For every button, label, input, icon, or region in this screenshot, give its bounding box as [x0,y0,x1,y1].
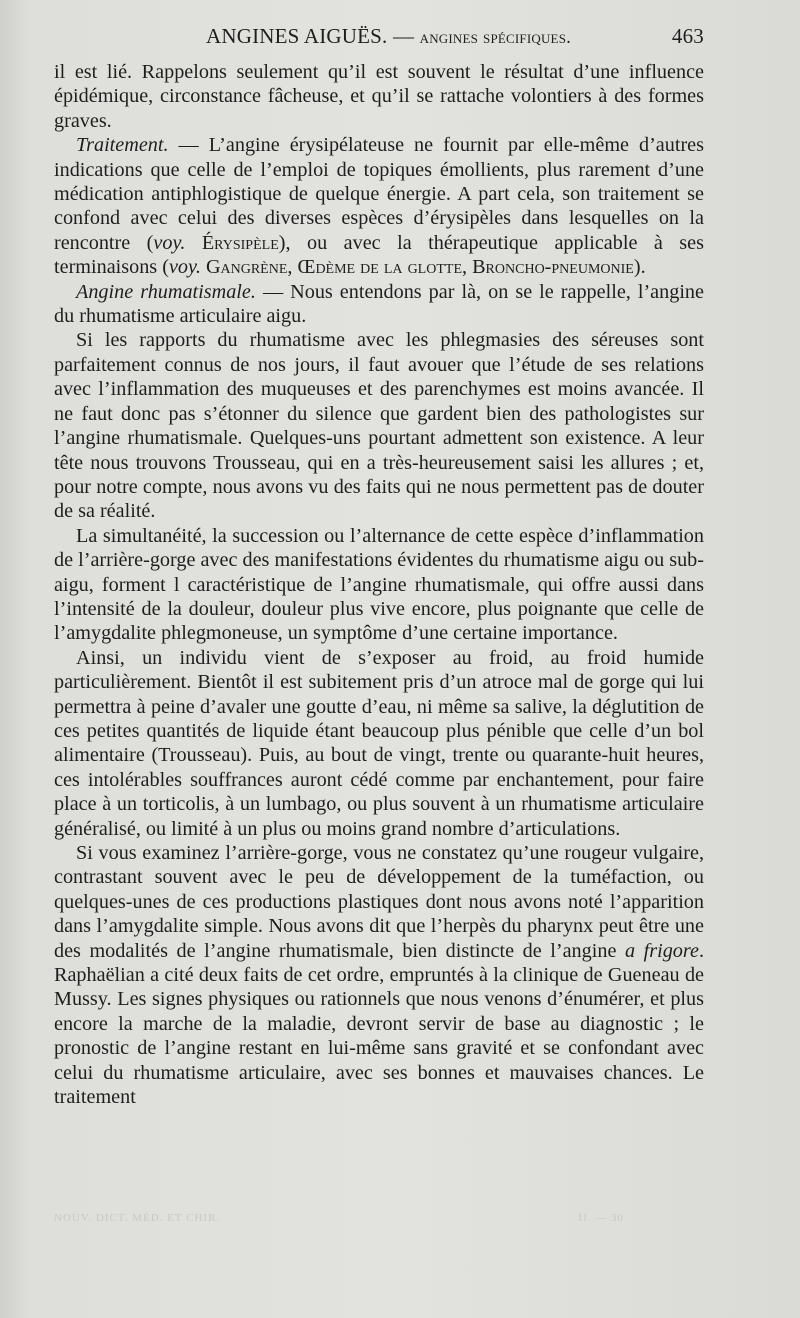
paragraph-angine-rhumatismale [54,280,704,329]
traitement-text-b: ), ou avec la thérapeutique applicable à ses terminaisons ( [54,231,704,279]
cross-ref-erysipele: Érysipèle [185,231,279,254]
angine-rhumatismale-heading: Angine rhumatismale. [76,280,256,303]
paragraph-examen [54,841,704,1109]
running-title-main: ANGINES AIGUËS. [206,24,388,48]
voy-ref-1: voy. [153,231,186,254]
running-title [206,24,571,49]
paragraph-ainsi: Ainsi, un individu vient de s’exposer au froid, au froid humide particulièrement. Bientôt il est subitement pris d’un atroce mal de gorge qui lui permettra à peine d’avaler une goutte d’eau, ni même sa salive, la déglutition de ces petites quantités de liquide étant beaucoup plus pénible que celle d’un bol alimentaire (Trousseau). Puis, au bout de vingt, trente ou quarante-huit heures, ces intolérables souffrances auront cédé comme par enchantement, pour faire place à un torticolis, à un lumbago, ou plus souvent à un rhumatisme articulaire généralisé, ou limité à un plus ou moins grand nombre d’articulations. [54,646,704,840]
page-body [54,60,704,1109]
running-title-sub: angines spécifiques. [419,27,572,48]
voy-ref-2: voy. [168,256,201,279]
paragraph-traitement [54,133,704,279]
cross-ref-terminaisons: Gangrène, Œdème de la glotte, Broncho-pneumonie [200,256,634,279]
running-title-separator: — [387,24,420,48]
traitement-heading: Traitement. [76,134,169,157]
traitement-text-a: — L’angine érysipélateuse ne fournit par elle-même d’autres indications que celle de l’emploi de topiques émollients, plus rarement d’une médication antiphlogistique de quelque énergie. A part cela, son traitement se confond avec celui des diverses espèces d’érysipèles dans lesquelles on la rencontre ( [54,134,704,254]
paragraph-rapports: Si les rapports du rhumatisme avec les phlegmasies des séreuses sont parfaitement connus de nos jours, il faut avouer que l’étude de ses relations avec l’inflammation des muqueuses et des parenchymes est moins avancée. Il ne faut donc pas s’étonner du silence que gardent bien des pathologistes sur l’angine rhumatismale. Quelques-uns pourtant admettent son existence. A leur tête nous trouvons Trousseau, qui en a très-heureusement saisi les allures ; et, pour notre compte, nous avons vu des faits qui ne nous permettent pas de douter de sa réalité. [54,329,704,523]
signature-right: II. — 30 [578,1212,624,1224]
paragraph-1: il est lié. Rappelons seulement qu’il est souvent le résultat d’une influence épidémique, circonstance fâcheuse, et qu’il se rattache volontiers à des formes graves. [54,61,704,132]
a-frigore-italic: a frigore [624,939,699,962]
signature-left: NOUV. DICT. MÉD. ET CHIR. [54,1212,221,1224]
running-header [54,22,704,52]
page-number: 463 [671,24,704,48]
signature-line [54,1212,704,1224]
angine-rhumatismale-text: — Nous entendons par là, on se le rappelle, l’angine du rhumatisme articulaire aigu. [54,280,704,328]
paragraph-simultaneite: La simultanéité, la succession ou l’alternance de cette espèce d’inflammation de l’arrière-gorge avec des manifestations évidentes du rhumatisme aigu ou sub-aigu, forment l caractéristique de l’angine rhumatismale, qui offre aussi dans l’intensité de la douleur, douleur plus vive encore, plus poignante que celle de l’amygdalite phlegmoneuse, un symptôme d’une certaine importance. [54,524,704,645]
traitement-text-c: ). [633,256,646,279]
examen-text-a: Si vous examinez l’arrière-gorge, vous ne constatez qu’une rougeur vulgaire, contrastant souvent avec le peu de développement de la tuméfaction, ou quelques-unes de ces productions plastiques dont nous avons noté l’apparition dans l’amygdalite simple. Nous avons dit que l’herpès du pharynx peut être une des modalités de l’angine rhumatismale, bien distincte de l’angine [54,842,704,962]
examen-text-b: . Raphaëlian a cité deux faits de cet ordre, empruntés à la clinique de Gueneau de Mussy. Les signes physiques ou rationnels que nous venons d’énumérer, et plus encore la marche de la maladie, devront servir de base au diagnostic ; le pronostic de l’angine restant en lui-même sans gravité et se confondant avec celui du rhumatisme articulaire, avec ses bonnes et mauvaises chances. Le traitement [54,939,705,1109]
